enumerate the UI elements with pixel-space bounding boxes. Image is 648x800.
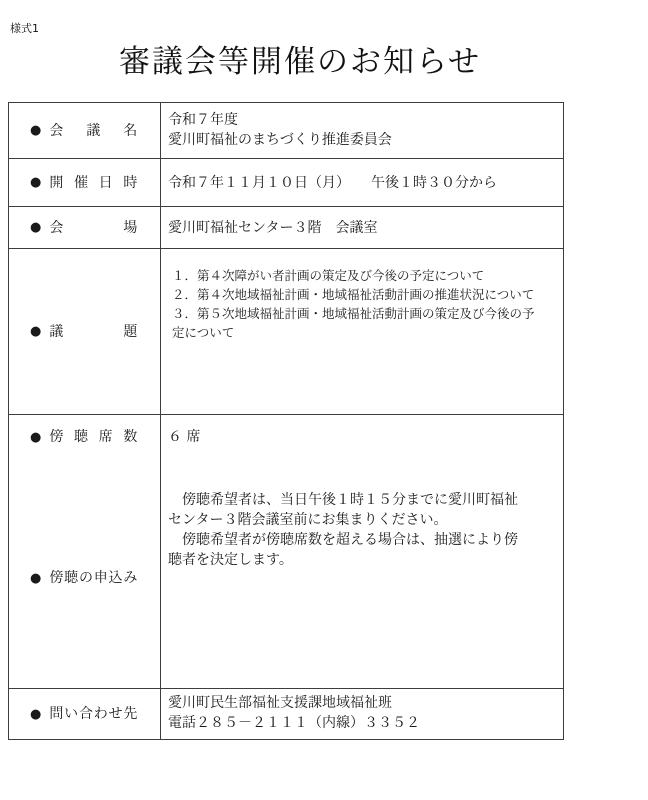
- value-cell-meeting-name: [161, 103, 563, 158]
- notice-line-4: 聴者を決定します。: [168, 552, 293, 568]
- agenda-item-1: １．第４次障がい者計画の策定及び今後の予定について: [172, 268, 485, 283]
- meeting-name-line-1: 令和７年度: [168, 112, 238, 128]
- table-row-datetime: [9, 159, 563, 207]
- row-label: 傍聴の申込み: [49, 570, 138, 586]
- bullet-icon: ●: [30, 175, 42, 190]
- bullet-icon: ●: [30, 570, 42, 586]
- label-cell-datetime: [9, 159, 161, 206]
- table-row-agenda: [9, 249, 563, 415]
- row-label: 開催日時: [49, 174, 138, 191]
- datetime-line: 令和７年１１月１０日（月） 午後１時３０分から: [168, 174, 497, 191]
- label-cell-agenda: [9, 249, 161, 414]
- notice-table: [8, 102, 564, 740]
- value-cell-contact: [161, 689, 563, 739]
- row-label: 会議名: [49, 122, 138, 139]
- agenda-item-2: ２．第４次地域福祉計画・地域福祉活動計画の推進状況について: [172, 287, 535, 302]
- value-cell-venue: [161, 207, 563, 248]
- form-number: 様式1: [10, 22, 39, 35]
- label-application: [30, 568, 160, 588]
- label-seats: [30, 427, 160, 447]
- notice-line-3: 傍聴希望者が傍聴席数を超える場合は、抽選により傍: [168, 532, 518, 548]
- agenda-item-3-cont: 定について: [172, 325, 235, 340]
- contact-phone: 電話２８５－２１１１（内線）３３５２: [168, 715, 420, 731]
- label-cell-observation: [9, 415, 161, 688]
- bullet-icon: ●: [30, 706, 42, 722]
- notice-line-2: センター３階会議室前にお集まりください。: [168, 512, 448, 528]
- row-label: 会場: [49, 219, 138, 236]
- row-label: 議題: [49, 323, 138, 340]
- venue-line: 愛川町福祉センター３階 会議室: [168, 219, 378, 236]
- row-label: 傍聴席数: [49, 429, 138, 445]
- label-cell-contact: [9, 689, 161, 739]
- value-cell-agenda: [161, 249, 563, 414]
- row-label: 問い合わせ先: [49, 706, 138, 722]
- bullet-icon: ●: [30, 429, 42, 445]
- table-row-contact: [9, 689, 563, 739]
- bullet-icon: ●: [30, 220, 42, 235]
- page-title: 審議会等開催のお知らせ: [118, 44, 482, 80]
- table-row-observation: [9, 415, 563, 689]
- label-cell-venue: [9, 207, 161, 248]
- agenda-item-3: ３．第５次地域福祉計画・地域福祉活動計画の策定及び今後の予: [172, 306, 535, 321]
- contact-department: 愛川町民生部福祉支援課地域福祉班: [168, 695, 392, 711]
- meeting-name-line-2: 愛川町福祉のまちづくり推進委員会: [168, 132, 392, 148]
- value-cell-datetime: [161, 159, 563, 206]
- seat-count: ６ 席: [168, 429, 201, 445]
- notice-line-1: 傍聴希望者は、当日午後１時１５分までに愛川町福祉: [168, 492, 518, 508]
- table-row-meeting-name: [9, 103, 563, 159]
- table-row-venue: [9, 207, 563, 249]
- observation-notice: [168, 490, 563, 570]
- bullet-icon: ●: [30, 324, 42, 339]
- value-cell-observation: [161, 415, 563, 688]
- bullet-icon: ●: [30, 123, 42, 138]
- label-cell-meeting-name: [9, 103, 161, 158]
